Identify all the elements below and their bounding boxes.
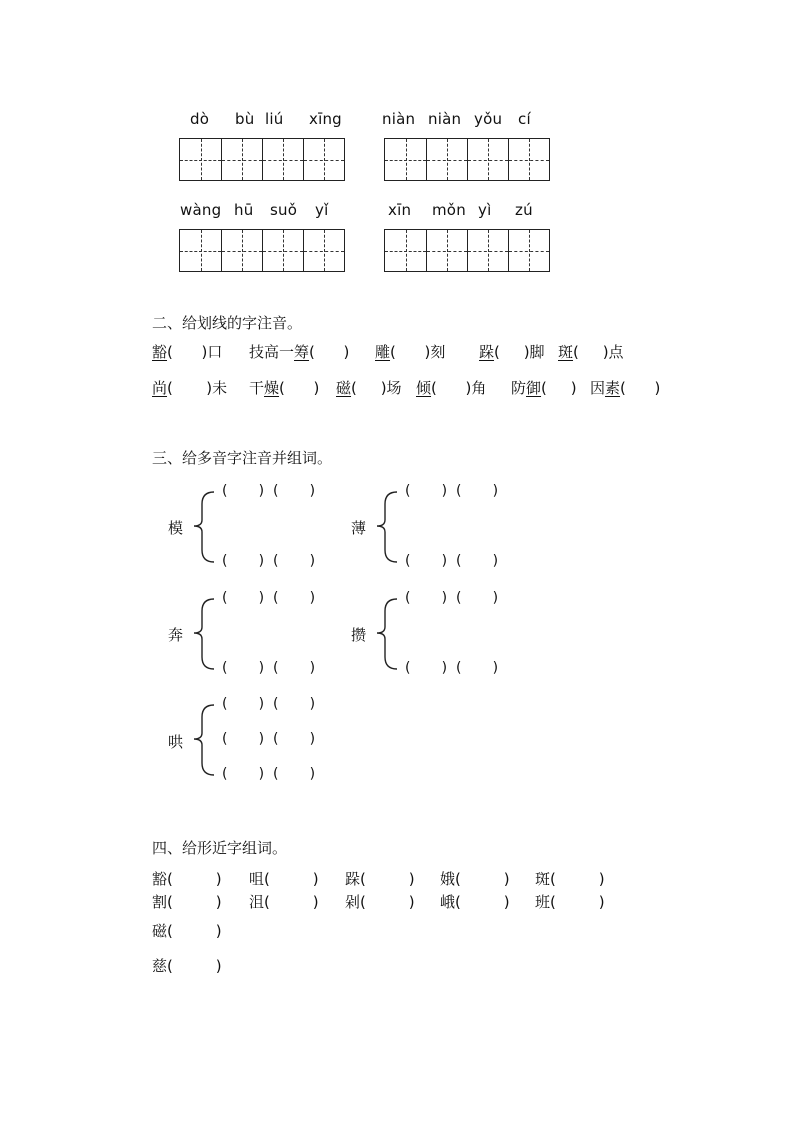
phonetic-item: 因素( ) [590, 379, 661, 397]
similar-char-item: 跺( ) [345, 870, 415, 888]
pinyin: bù [235, 110, 255, 128]
similar-char-item: 娥( ) [440, 870, 510, 888]
answer-parens: ( ) ( ) [222, 483, 316, 499]
pinyin: liú [265, 110, 284, 128]
pinyin: wàng [180, 201, 222, 219]
pinyin: yǒu [474, 110, 503, 128]
polyphone-char: 哄 [168, 733, 184, 751]
section-3-title: 三、给多音字注音并组词。 [152, 449, 333, 467]
brace-icon [373, 597, 403, 673]
phonetic-item: 技高一筹( ) [249, 343, 350, 361]
writing-grid [179, 138, 345, 181]
answer-parens: ( ) ( ) [222, 696, 316, 712]
brace-icon [190, 490, 220, 566]
polyphone-char: 攒 [351, 626, 367, 644]
writing-grid [384, 138, 550, 181]
section-4-title: 四、给形近字组词。 [152, 839, 288, 857]
answer-parens: ( ) ( ) [405, 483, 499, 499]
polyphone-char: 奔 [168, 626, 184, 644]
answer-parens: ( ) ( ) [405, 590, 499, 606]
phonetic-item: 防御( ) [511, 379, 577, 397]
phonetic-item: 干燥( ) [249, 379, 320, 397]
pinyin: zú [515, 201, 533, 219]
pinyin: mǒn [432, 201, 466, 219]
pinyin: cí [518, 110, 531, 128]
pinyin: suǒ [270, 201, 298, 219]
phonetic-item: 倾( )角 [416, 379, 487, 397]
phonetic-item: 雕( )刻 [375, 343, 446, 361]
similar-char-item: 斑( ) [535, 870, 605, 888]
pinyin: xīn [388, 201, 412, 219]
brace-icon [190, 703, 220, 779]
phonetic-item: 尚( )未 [152, 379, 228, 397]
phonetic-item: 磁( )场 [336, 379, 402, 397]
similar-char-item: 豁( ) [152, 870, 222, 888]
answer-parens: ( ) ( ) [222, 590, 316, 606]
similar-char-item: 咀( ) [249, 870, 319, 888]
similar-char-item: 班( ) [535, 893, 605, 911]
answer-parens: ( ) ( ) [222, 553, 316, 569]
answer-parens: ( ) ( ) [222, 731, 316, 747]
brace-icon [190, 597, 220, 673]
similar-char-item: 磁( ) [152, 922, 222, 940]
similar-char-item: 剁( ) [345, 893, 415, 911]
pinyin: yǐ [315, 201, 329, 219]
polyphone-char: 薄 [351, 519, 367, 537]
similar-char-item: 慈( ) [152, 957, 222, 975]
pinyin: niàn [382, 110, 416, 128]
writing-grid [179, 229, 345, 272]
similar-char-item: 峨( ) [440, 893, 510, 911]
brace-icon [373, 490, 403, 566]
similar-char-item: 沮( ) [249, 893, 319, 911]
phonetic-item: 豁( )口 [152, 343, 223, 361]
answer-parens: ( ) ( ) [222, 766, 316, 782]
phonetic-item: 斑( )点 [558, 343, 624, 361]
pinyin: niàn [428, 110, 462, 128]
answer-parens: ( ) ( ) [405, 660, 499, 676]
pinyin: xīng [309, 110, 342, 128]
polyphone-char: 模 [168, 519, 184, 537]
phonetic-item: 跺( )脚 [479, 343, 545, 361]
answer-parens: ( ) ( ) [222, 660, 316, 676]
answer-parens: ( ) ( ) [405, 553, 499, 569]
pinyin: yì [478, 201, 492, 219]
section-2-title: 二、给划线的字注音。 [152, 314, 303, 332]
pinyin: dò [190, 110, 210, 128]
writing-grid [384, 229, 550, 272]
similar-char-item: 割( ) [152, 893, 222, 911]
pinyin: hū [234, 201, 254, 219]
